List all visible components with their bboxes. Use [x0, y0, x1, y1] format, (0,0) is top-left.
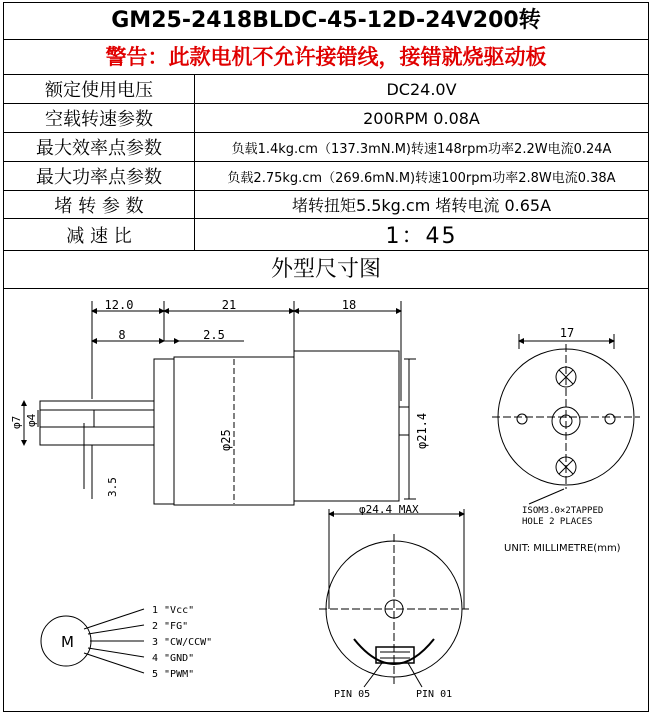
dim-18: 18 [341, 298, 357, 312]
dim-3-5: 3.5 [106, 477, 119, 497]
spec-value: 负载1.4kg.cm（137.3mN.M)转速148rpm功率2.2W电流0.24A [231, 141, 612, 157]
dim-2-5: 2.5 [203, 328, 225, 342]
spec-label: 空载转速参数 [4, 104, 195, 132]
pin-05-label: PIN 05 [334, 689, 371, 700]
wiring-diagram [41, 609, 144, 673]
spec-row [4, 191, 648, 219]
tapped-note: ISOM3.0×2TAPPED [522, 506, 604, 516]
spec-value: 1：45 [385, 224, 458, 249]
pin-01-label: PIN 01 [416, 689, 453, 700]
spec-sheet [3, 2, 649, 712]
spec-row [4, 162, 648, 191]
dim-phi4: φ4 [25, 413, 38, 427]
pin-3-cw-ccw: 3 "CW/CCW" [152, 637, 213, 648]
dim-phi7: φ7 [10, 415, 23, 429]
front-view [492, 334, 640, 504]
product-title: GM25-2418BLDC-45-12D-24V200转 [4, 3, 648, 40]
spec-label: 额定使用电压 [4, 75, 195, 103]
pin-2-fg: 2 "FG" [152, 621, 189, 632]
dim-12: 12.0 [104, 298, 134, 312]
spec-value: DC24.0V [386, 79, 457, 99]
unit-note: UNIT: MILLIMETRE(mm) [504, 543, 621, 554]
motor-symbol: M [61, 633, 74, 651]
spec-value: 200RPM 0.08A [363, 108, 480, 128]
tapped-note-2: HOLE 2 PLACES [522, 517, 593, 527]
dimension-drawing [4, 289, 648, 711]
spec-value: 负载2.75kg.cm（269.6mN.M)转速100rpm功率2.8W电流0.38A [227, 170, 616, 186]
rear-view [319, 509, 469, 687]
spec-label: 堵 转 参 数 [4, 191, 195, 218]
spec-label: 最大功率点参数 [4, 162, 195, 190]
spec-row [4, 75, 648, 104]
dim-phi21-4: φ21.4 [415, 412, 429, 449]
dim-8: 8 [118, 328, 126, 342]
dim-phi25: φ25 [219, 429, 233, 451]
pin-4-gnd: 4 "GND" [152, 653, 195, 664]
warning-banner: 警告：此款电机不允许接错线，接错就烧驱动板 [4, 40, 648, 75]
spec-label: 减 速 比 [4, 219, 195, 250]
spec-value: 堵转扭矩5.5kg.cm 堵转电流 0.65A [291, 196, 552, 215]
section-title: 外型尺寸图 [4, 251, 648, 289]
spec-label: 最大效率点参数 [4, 133, 195, 161]
spec-row [4, 219, 648, 251]
spec-row [4, 104, 648, 133]
dim-phi24-4: φ24.4 MAX [359, 503, 419, 516]
pin-1-vcc: 1 "Vcc" [152, 605, 195, 616]
pin-5-pwm: 5 "PWM" [152, 669, 195, 680]
spec-row [4, 133, 648, 162]
dim-21: 21 [221, 298, 237, 312]
dim-17: 17 [559, 326, 575, 340]
